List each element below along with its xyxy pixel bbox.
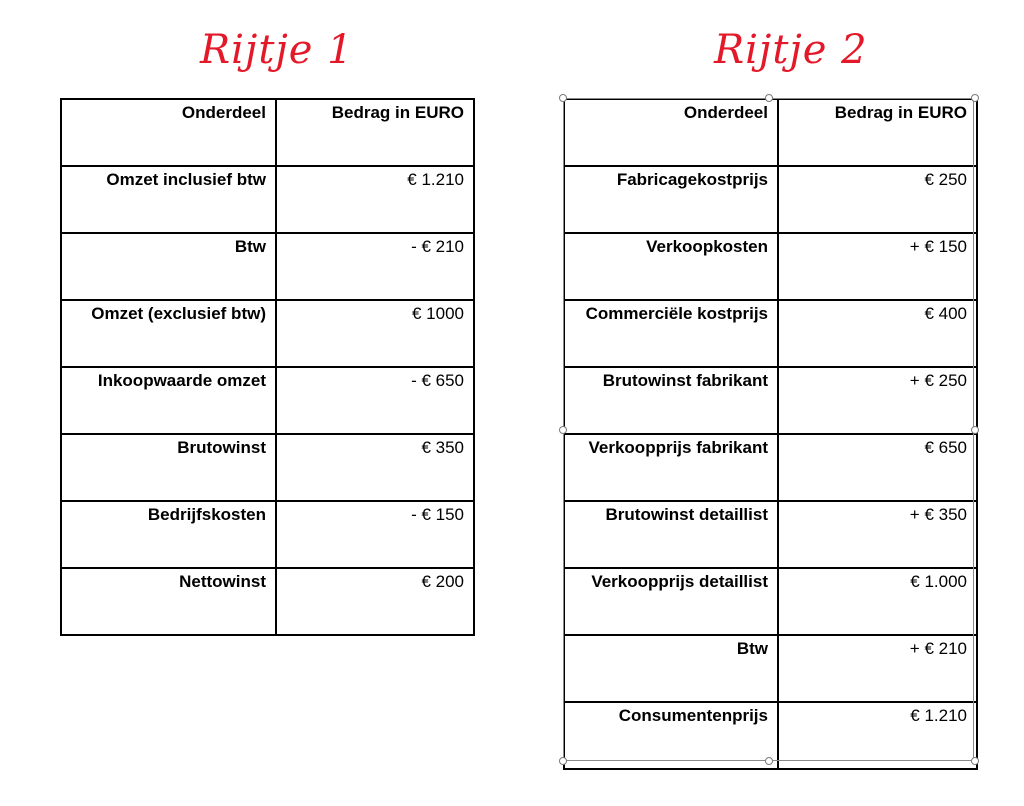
row-amount[interactable]: + € 150: [778, 233, 977, 300]
row-label: Inkoopwaarde omzet: [61, 367, 276, 434]
row-label[interactable]: Verkoopprijs detaillist: [564, 568, 778, 635]
row-label[interactable]: Verkoopprijs fabrikant: [564, 434, 778, 501]
row-label[interactable]: Brutowinst detaillist: [564, 501, 778, 568]
table-row: [564, 501, 977, 568]
resize-handle-bottom-left[interactable]: [559, 757, 567, 765]
row-amount: - € 650: [276, 367, 474, 434]
table-row: [564, 367, 977, 434]
row-amount: € 200: [276, 568, 474, 635]
row-label[interactable]: Commerciële kostprijs: [564, 300, 778, 367]
row-label[interactable]: Brutowinst fabrikant: [564, 367, 778, 434]
resize-handle-top-left[interactable]: [559, 94, 567, 102]
table-header-row: [564, 99, 977, 166]
table-rijtje-2[interactable]: [563, 98, 978, 770]
row-label: Nettowinst: [61, 568, 276, 635]
header-onderdeel[interactable]: Onderdeel: [564, 99, 778, 166]
row-label[interactable]: Btw: [564, 635, 778, 702]
resize-handle-left[interactable]: [559, 426, 567, 434]
table-row: [61, 166, 474, 233]
row-amount: - € 210: [276, 233, 474, 300]
resize-handle-top[interactable]: [765, 94, 773, 102]
table-row: [61, 300, 474, 367]
table-rijtje-1: [60, 98, 475, 636]
header-bedrag[interactable]: Bedrag in EURO: [778, 99, 977, 166]
row-amount[interactable]: + € 350: [778, 501, 977, 568]
row-label: Omzet inclusief btw: [61, 166, 276, 233]
resize-handle-right[interactable]: [971, 426, 979, 434]
row-amount: € 1000: [276, 300, 474, 367]
row-amount[interactable]: € 1.210: [778, 702, 977, 769]
table-row: [61, 568, 474, 635]
table-1-title: Rijtje 1: [200, 27, 354, 73]
row-label: Btw: [61, 233, 276, 300]
row-amount: € 350: [276, 434, 474, 501]
row-amount[interactable]: € 1.000: [778, 568, 977, 635]
row-label: Omzet (exclusief btw): [61, 300, 276, 367]
table-row: [564, 568, 977, 635]
table-row: [61, 501, 474, 568]
row-label[interactable]: Verkoopkosten: [564, 233, 778, 300]
table-header-row: [61, 99, 474, 166]
row-amount[interactable]: € 250: [778, 166, 977, 233]
table-row: [564, 166, 977, 233]
resize-handle-bottom-right[interactable]: [971, 757, 979, 765]
row-amount: - € 150: [276, 501, 474, 568]
resize-handle-bottom[interactable]: [765, 757, 773, 765]
table-row: [61, 434, 474, 501]
table-row: [61, 367, 474, 434]
row-amount: € 1.210: [276, 166, 474, 233]
row-amount[interactable]: + € 210: [778, 635, 977, 702]
header-bedrag: Bedrag in EURO: [276, 99, 474, 166]
row-amount[interactable]: + € 250: [778, 367, 977, 434]
table-row: [564, 233, 977, 300]
table-row: [61, 233, 474, 300]
row-amount[interactable]: € 400: [778, 300, 977, 367]
table-row: [564, 300, 977, 367]
row-label: Bedrijfskosten: [61, 501, 276, 568]
resize-handle-top-right[interactable]: [971, 94, 979, 102]
row-label[interactable]: Consumentenprijs: [564, 702, 778, 769]
table-row: [564, 434, 977, 501]
header-onderdeel: Onderdeel: [61, 99, 276, 166]
row-label[interactable]: Fabricagekostprijs: [564, 166, 778, 233]
table-row: [564, 635, 977, 702]
row-label: Brutowinst: [61, 434, 276, 501]
row-amount[interactable]: € 650: [778, 434, 977, 501]
table-2-title: Rijtje 2: [714, 27, 868, 73]
